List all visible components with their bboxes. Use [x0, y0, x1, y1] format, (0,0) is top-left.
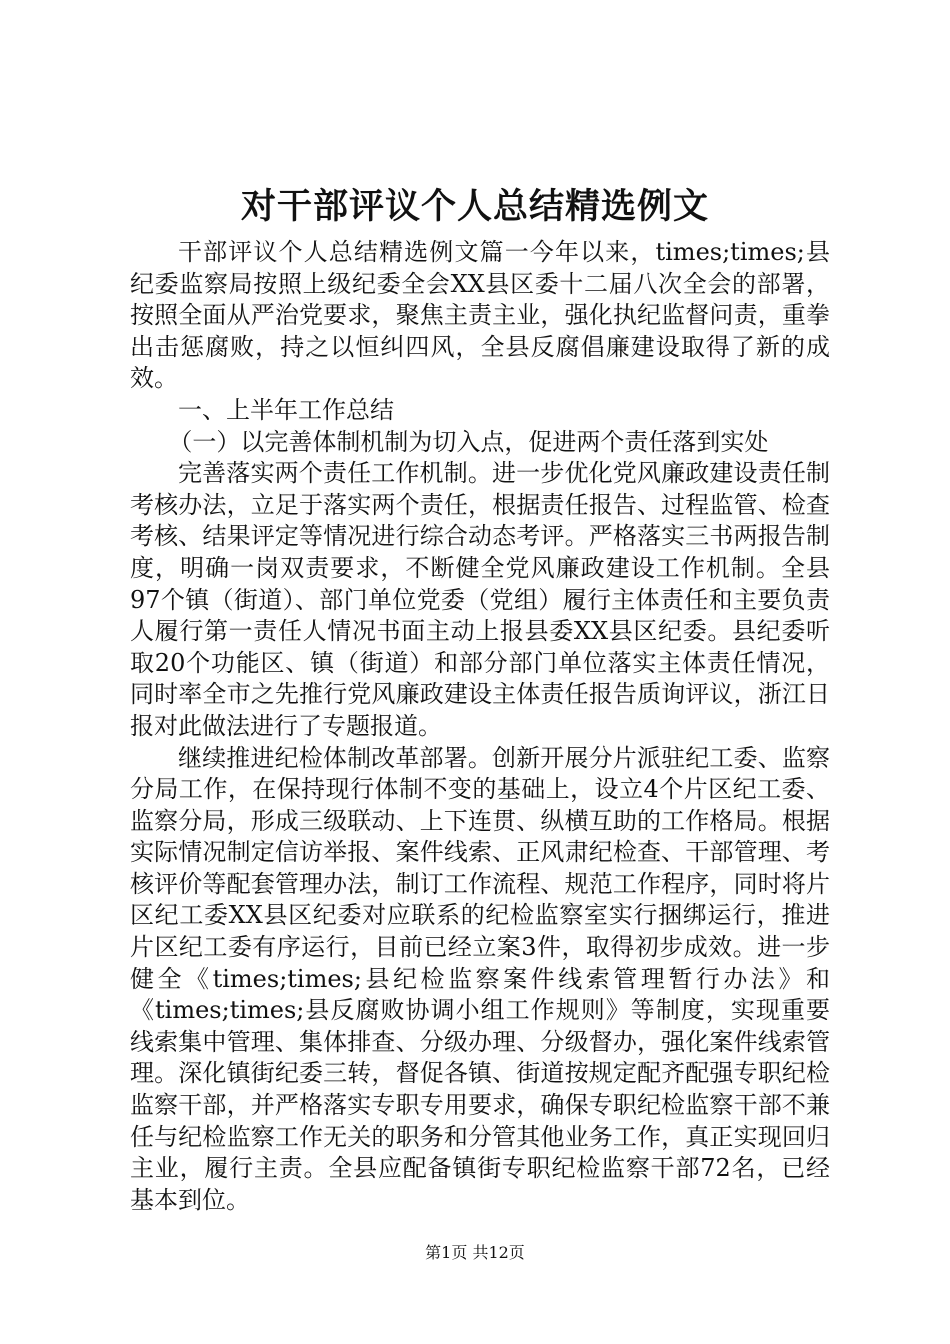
- section-heading: 一、上半年工作总结: [178, 395, 394, 424]
- paragraph-mechanism: 完善落实两个责任工作机制。进一步优化党风廉政建设责任制考核办法，立足于落实两个责任，根据责任报告、过程监管、检查考核、结果评定等情况进行综合动态考评。严格落实三书两报告制度，明确一岗双责要求，不断健全党风廉政建设工作机制。全县97个镇（街道）、部门单位党委（党组）履行主体责任和主要负责人履行第一责任人情况书面主动上报县委XX县区纪委。县纪委听取20个功能区、镇（街道）和部分部门单位落实主体责任情况，同时率全市之先推行党风廉政建设主体责任报告质询评议，浙江日报对此做法进行了专题报道。: [130, 459, 830, 740]
- page-number: 第1页 共12页: [425, 1243, 525, 1262]
- subsection-heading: （一）以完善体制机制为切入点，促进两个责任落到实处: [168, 427, 769, 456]
- document-body: [130, 237, 830, 1216]
- paragraph-intro: 干部评议个人总结精选例文篇一今年以来，times;times;县纪委监察局按照上级纪委全会XX县区委十二届八次全会的部署，按照全面从严治党要求，聚焦主责主业，强化执纪监督问责，重拳出击惩腐败，持之以恒纠四风，全县反腐倡廉建设取得了新的成效。: [130, 238, 830, 393]
- paragraph-reform: 继续推进纪检体制改革部署。创新开展分片派驻纪工委、监察分局工作，在保持现行体制不变的基础上，设立4个片区纪工委、监察分局，形成三级联动、上下连贯、纵横互助的工作格局。根据实际情况制定信访举报、案件线索、正风肃纪检查、干部管理、考核评价等配套管理办法，制订工作流程、规范工作程序，同时将片区纪工委XX县区纪委对应联系的纪检监察室实行捆绑运行，推进片区纪工委有序运行，目前已经立案3件，取得初步成效。进一步健全《times;times;县纪检监察案件线索管理暂行办法》和《times;times;县反腐败协调小组工作规则》等制度，实现重要线索集中管理、集体排查、分级办理、分级督办，强化案件线索管理。深化镇街纪委三转，督促各镇、街道按规定配齐配强专职纪检监察干部，并严格落实专职专用要求，确保专职纪检监察干部不兼任与纪检监察工作无关的职务和分管其他业务工作，真正实现回归主业，履行主责。全县应配备镇街专职纪检监察干部72名，已经基本到位。: [130, 743, 830, 1214]
- document-title: 对干部评议个人总结精选例文: [240, 186, 709, 227]
